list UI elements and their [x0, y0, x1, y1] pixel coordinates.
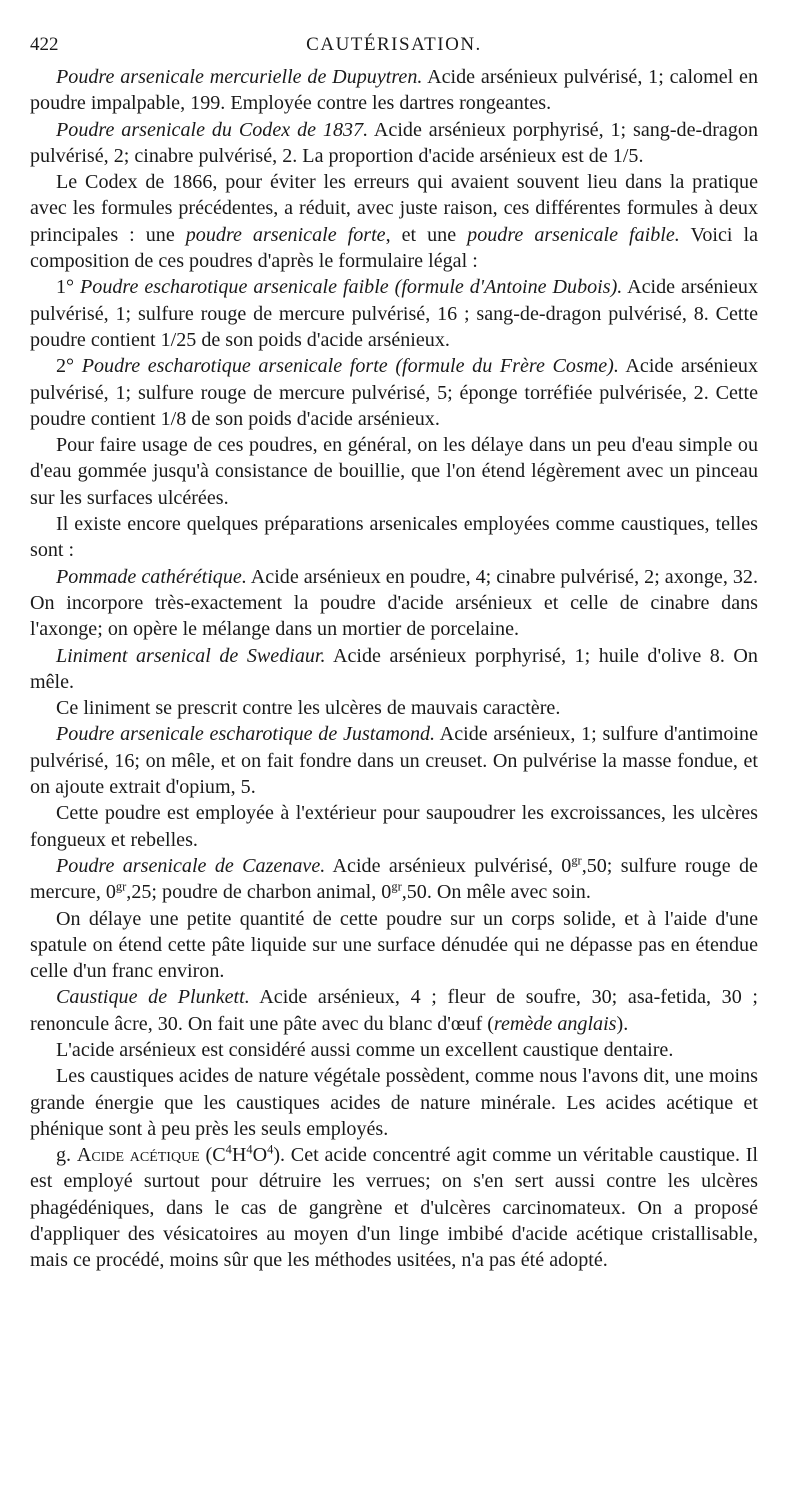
entry-text: Acide arsénieux porphyrisé, 1; sang-de-dragon pulvérisé, 2; cinabre pulvérisé, 2. La proportion d'acide arsénieux est de 1/5. [30, 118, 758, 167]
entry-title: Pommade cathérétique. [56, 565, 247, 588]
text-run: Acide arsénieux pulvérisé, 1; sulfure rouge de mercure pulvérisé, 5; éponge torréfiée pulvérisée, 2. Cette poudre contient 1/8 de son poids d'acide arsénieux. [30, 355, 759, 430]
text-run: O [252, 1144, 268, 1167]
paragraph-dentaire [30, 1037, 758, 1063]
entry-text: Acide arsénieux pulvérisé, 1; calomel en poudre impalpable, 199. Employée contre les dartres rongeantes. [30, 66, 758, 115]
text-run: Acide arsénieux pulvérisé, 1; sulfure rouge de mercure pulvérisé, 16 ; sang-de-dragon pulvérisé, 8. Cette poudre contient 1/25 de son poids d'acide arsénieux. [30, 276, 759, 351]
entry-text: Cette poudre est employée à l'extérieur pour saupoudrer les excroissances, les ulcères fongueux et rebelles. [30, 802, 758, 851]
text-run: 2° [56, 355, 82, 378]
entry-title: Poudre arsenicale escharotique de Justamond. [56, 723, 436, 746]
text-run: ). [616, 1012, 629, 1035]
text-run: Acide arsénieux pulvérisé, 0 [325, 854, 572, 877]
page-header [30, 30, 758, 64]
entry-text: Il existe encore quelques préparations arsenicales employées comme caustiques, telles sont : [30, 513, 758, 562]
entry-title: Liniment arsenical de Swediaur. [56, 644, 326, 667]
text-run: Acide arsénieux, 4 ; fleur de soufre, 30; asa-fetida, 30 ; renoncule âcre, 30. On fait une pâte avec du blanc d'œuf ( [30, 986, 759, 1035]
body-text [30, 64, 758, 1274]
paragraph-dupuytren [30, 64, 758, 117]
superscript: gr [115, 879, 127, 894]
text-run: H [231, 1144, 247, 1167]
paragraph-acide-acetique [30, 1142, 758, 1273]
entry-text: L'acide arsénieux est considéré aussi comme un excellent caustique dentaire. [56, 1038, 674, 1061]
superscript: gr [391, 879, 402, 894]
running-title: CAUTÉRISATION. [306, 34, 482, 55]
superscript: 4 [267, 1142, 274, 1157]
paragraph-plunkett [30, 984, 758, 1037]
superscript: 4 [246, 1142, 253, 1157]
entry-text: Ce liniment se prescrit contre les ulcères de mauvais caractère. [56, 697, 561, 720]
entry-text: On délaye une petite quantité de cette poudre sur un corps solide, et à l'aide d'une spatule on étend cette pâte liquide sur une surface dénudée qui ne dépasse pas en étendue celle d'un franc environ. [30, 907, 758, 983]
paragraph-acides-vegetaux [30, 1063, 758, 1142]
text-run: Acide acétique [76, 1144, 200, 1167]
entry-text: Les caustiques acides de nature végétale possèdent, comme nous l'avons dit, une moins grande énergie que les caustiques acides de nature minérale. Les acides acétique et phénique sont à peu près les seuls employés. [30, 1065, 758, 1140]
italic-text: Poudre arsenicale de Cazenave. [56, 854, 326, 877]
paragraph-cazenave [30, 853, 758, 906]
italic-text: poudre arsenicale forte [185, 223, 386, 246]
entry-title: Poudre arsenicale mercurielle de Dupuytren. [56, 66, 423, 88]
paragraph-cazenave-usage [30, 906, 758, 985]
italic-text: Poudre escharotique arsenicale faible (formule d'Antoine Dubois). [80, 276, 623, 299]
paragraph-codex-1837 [30, 117, 758, 170]
text-run: 1° [56, 276, 81, 299]
paragraph-justamond [30, 721, 758, 800]
paragraph-usage [30, 432, 758, 511]
entry-text: Pour faire usage de ces poudres, en général, on les délaye dans un peu d'eau simple ou d'eau gommée jusqu'à consistance de bouillie, que l'on étend légèrement avec un pinceau sur les surfaces ulcérées. [30, 434, 758, 509]
text-run: (C [199, 1144, 226, 1167]
paragraph-justamond-usage [30, 800, 758, 853]
text-run: ,50; sulfure rouge de mercure, 0 [30, 854, 758, 904]
paragraph-autres-preparations [30, 511, 758, 564]
paragraph-swediaur [30, 643, 758, 696]
text-run: ,50. On mêle avec soin. [401, 881, 591, 904]
entry-text: Acide arsénieux, 1; sulfure d'antimoine pulvérisé, 16; on mêle, et on fait fondre dans un creuset. On pulvérise la masse fondue, et on ajoute extrait d'opium, 5. [30, 723, 758, 799]
italic-text: Caustique de Plunkett. [56, 986, 250, 1009]
text-run: ). Cet acide concentré agit comme un véritable caustique. Il est employé surtout pour détruire les verrues; on s'en sert aussi contre les ulcères phagédéniques, dans le cas de gangrène et d'ulcères carcinomateux. On a proposé d'appliquer des vésicatoires au moyen d'un linge imbibé d'acide acétique cristallisable, mais ce procédé, moins sûr que les méthodes usitées, n'a pas été adopté. [30, 1144, 759, 1272]
paragraph-antoine-dubois [30, 274, 758, 353]
text-run: Voici la composition de ces poudres d'après le formulaire légal : [30, 223, 758, 273]
document-page [30, 30, 758, 1274]
text-run: Le Codex de 1866, pour éviter les erreurs qui avaient souvent lieu dans la pratique avec les formules précédentes, a réduit, avec juste raison, ces différentes formules à deux principales : une [30, 171, 758, 246]
paragraph-frere-cosme [30, 353, 758, 432]
entry-text: Acide arsénieux en poudre, 4; cinabre pulvérisé, 2; axonge, 32. On incorpore très-exactement la poudre d'acide arsénieux et celle de cinabre dans l'axonge; on opère le mélange dans un mortier de porcelaine. [30, 565, 758, 641]
text-run: g. [56, 1144, 77, 1167]
paragraph-pommade [30, 564, 758, 643]
text-run: , et une [385, 223, 468, 246]
entry-title: Poudre arsenicale du Codex de 1837. [56, 118, 369, 141]
entry-text: Acide arsénieux porphyrisé, 1; huile d'olive 8. On mêle. [30, 644, 758, 693]
italic-text: Poudre escharotique arsenicale forte (formule du Frère Cosme). [81, 355, 619, 378]
superscript: 4 [225, 1142, 232, 1157]
paragraph-liniment-usage [30, 695, 758, 721]
superscript: gr [571, 853, 582, 868]
page-number: 422 [30, 34, 59, 55]
italic-text: remède anglais [493, 1012, 617, 1035]
text-run: ,25; poudre de charbon animal, 0 [126, 881, 392, 904]
italic-text: poudre arsenicale faible. [467, 223, 680, 246]
paragraph-codex-1866 [30, 169, 758, 274]
